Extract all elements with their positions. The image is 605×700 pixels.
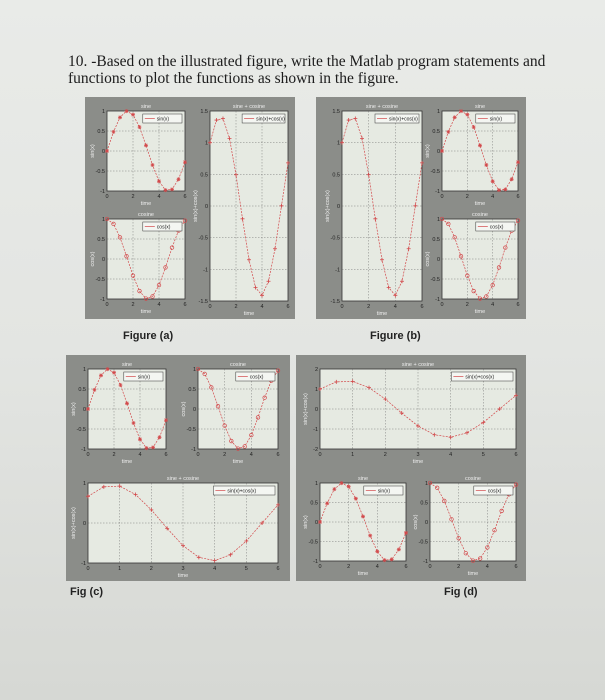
y-tick-label: 0 [82, 521, 86, 527]
x-tick-label: 0 [86, 452, 90, 458]
data-point [354, 497, 358, 501]
y-tick-label: 0 [436, 257, 440, 263]
legend-label: sin(x)+cos(x) [389, 116, 418, 123]
x-axis-label: time [412, 459, 424, 465]
subplot-title: sine [474, 104, 486, 110]
x-tick-label: 6 [516, 194, 520, 200]
x-tick-label: 4 [491, 194, 495, 200]
data-point [404, 531, 408, 535]
subplot-title: cosine [465, 476, 481, 482]
x-tick-label: 6 [164, 452, 168, 458]
x-tick-label: 5 [244, 566, 248, 572]
data-point [183, 160, 187, 164]
data-point [453, 115, 457, 119]
y-tick-label: 1 [436, 109, 440, 115]
data-point [145, 446, 149, 450]
x-tick-label: 4 [138, 452, 142, 458]
x-tick-label: 5 [481, 452, 485, 458]
y-tick-label: 1 [101, 217, 105, 223]
y-tick-label: 0 [314, 407, 318, 413]
figure-b [316, 97, 526, 319]
data-point [138, 437, 142, 441]
y-tick-label: 1 [204, 140, 208, 147]
data-point [157, 179, 161, 183]
x-tick-label: 4 [449, 452, 453, 458]
x-axis-label: time [232, 459, 244, 465]
subplot-cosine [425, 212, 520, 315]
y-tick-label: 0.5 [97, 129, 105, 135]
data-point [177, 177, 181, 181]
subplot-title: sine + cosine [232, 104, 266, 110]
y-tick-label: -1.5 [198, 299, 208, 305]
x-tick-label: 6 [420, 304, 424, 310]
subplot-sum [71, 476, 280, 579]
y-tick-label: -0.5 [186, 427, 196, 433]
subplot-sum [303, 362, 518, 465]
legend-label: sin(x) [489, 116, 503, 123]
legend-label: cos(x) [489, 224, 504, 231]
x-axis-label: time [376, 311, 388, 317]
legend-label: sin(x) [137, 374, 151, 381]
data-point [375, 550, 379, 554]
data-point [368, 534, 372, 538]
figure-d [296, 355, 526, 581]
y-tick-label: 0.5 [78, 387, 86, 393]
x-tick-label: 0 [318, 452, 322, 458]
x-tick-label: 4 [157, 194, 161, 200]
y-axis-label: cos(x) [90, 251, 96, 267]
x-tick-label: 4 [249, 452, 253, 458]
subplot-sine [425, 104, 520, 207]
x-axis-label: time [140, 201, 152, 207]
y-tick-label: 0 [204, 204, 208, 210]
data-point [347, 485, 351, 489]
y-tick-label: -1.5 [330, 299, 340, 305]
figure-canvas [66, 355, 290, 581]
x-tick-label: 6 [514, 564, 518, 570]
y-tick-label: -0.5 [198, 235, 208, 242]
subplot-sine [71, 362, 168, 465]
data-point [151, 445, 155, 449]
data-point [86, 407, 90, 411]
y-tick-label: 1 [424, 481, 428, 487]
subplot-title: sine + cosine [401, 362, 435, 368]
x-tick-label: 6 [404, 564, 408, 570]
x-tick-label: 6 [286, 304, 290, 310]
y-tick-label: 0.5 [310, 500, 318, 507]
figure-c-caption: Fig (c) [70, 586, 103, 598]
y-axis-label: sin(x) [71, 402, 77, 416]
y-tick-label: 1 [82, 367, 86, 373]
data-point [472, 125, 476, 129]
y-tick-label: 0 [82, 407, 86, 413]
y-tick-label: 0.5 [97, 237, 105, 243]
x-tick-label: 2 [347, 564, 351, 570]
data-point [132, 421, 136, 425]
y-tick-label: -0.5 [95, 169, 105, 175]
data-point [151, 163, 155, 167]
y-tick-label: 0.5 [420, 500, 428, 507]
y-tick-label: 1 [436, 217, 440, 223]
x-tick-label: 6 [183, 302, 187, 308]
y-tick-label: 0 [101, 257, 105, 263]
figure-canvas [296, 355, 526, 581]
x-tick-label: 0 [318, 564, 322, 570]
legend-label: sin(x)+cos(x) [227, 488, 257, 495]
x-tick-label: 2 [367, 304, 371, 310]
subplot-title: cosine [472, 212, 488, 218]
y-axis-label: sin(x) [425, 144, 431, 158]
y-axis-label: sin(x) [303, 515, 309, 529]
x-tick-label: 6 [514, 452, 518, 458]
x-tick-label: 0 [105, 302, 109, 308]
y-tick-label: 1 [314, 481, 318, 487]
subplot-title: cosine [138, 212, 154, 218]
legend-label: cos(x) [487, 488, 502, 495]
data-point [465, 113, 469, 117]
y-tick-label: 1 [82, 481, 86, 487]
subplot-sine [90, 104, 187, 207]
subplot-title: cosine [230, 362, 246, 368]
x-tick-label: 2 [383, 452, 387, 458]
subplot-sum [193, 104, 290, 317]
x-axis-label: time [121, 459, 133, 465]
x-tick-label: 2 [457, 564, 461, 570]
data-point [361, 514, 365, 518]
y-tick-label: -1 [335, 267, 340, 274]
figure-canvas [316, 97, 526, 319]
subplot-cosine [413, 476, 518, 577]
subplot-cosine [90, 212, 187, 315]
y-tick-label: 1 [101, 109, 105, 115]
x-tick-label: 2 [131, 302, 135, 308]
subplot-title: sine [357, 476, 369, 482]
figure-a-caption: Figure (a) [123, 330, 174, 342]
data-point [397, 548, 401, 552]
y-tick-label: -0.5 [308, 539, 318, 546]
x-axis-label: time [467, 571, 479, 577]
question-text: 10. -Based on the illustrated figure, write the Matlab program statements and functions to plot the functions as shown in the figure. [68, 53, 546, 87]
data-point [93, 388, 97, 392]
x-tick-label: 0 [440, 194, 444, 200]
data-point [131, 113, 135, 117]
legend-label: sin(x) [156, 116, 170, 123]
x-tick-label: 6 [276, 452, 280, 458]
y-tick-label: 1.5 [200, 109, 208, 115]
x-tick-label: 0 [105, 194, 109, 200]
y-axis-label: cos(x) [413, 514, 419, 530]
data-point [503, 187, 507, 191]
figure-b-caption: Figure (b) [370, 330, 421, 342]
x-axis-label: time [474, 201, 486, 207]
y-tick-label: 0 [424, 520, 428, 526]
figure-c [66, 355, 290, 581]
data-point [105, 149, 109, 153]
y-axis-label: sin(x)+cos(x) [303, 393, 309, 425]
y-tick-label: -1 [313, 427, 318, 433]
data-point [446, 130, 450, 134]
y-tick-label: 0 [314, 520, 318, 526]
y-axis-label: sin(x)+cos(x) [325, 190, 331, 222]
y-tick-label: -0.5 [430, 277, 440, 283]
x-axis-label: time [140, 309, 152, 315]
y-tick-label: -1 [81, 447, 86, 453]
data-point [325, 501, 329, 505]
x-tick-label: 4 [260, 304, 264, 310]
x-tick-label: 1 [118, 566, 122, 572]
x-tick-label: 0 [440, 302, 444, 308]
y-tick-label: -2 [313, 447, 318, 453]
x-axis-label: time [243, 311, 255, 317]
legend-label: sin(x) [377, 488, 391, 495]
x-tick-label: 6 [276, 566, 280, 572]
y-tick-label: -1 [81, 561, 86, 567]
y-tick-label: 0.5 [432, 237, 440, 243]
x-tick-label: 4 [393, 304, 397, 310]
data-point [125, 401, 129, 405]
y-tick-label: -0.5 [418, 539, 428, 546]
y-tick-label: 0.5 [332, 172, 340, 179]
figure-canvas [85, 97, 295, 319]
legend-label: cos(x) [156, 224, 171, 231]
subplot-title: sine [121, 362, 133, 368]
data-point [99, 373, 103, 377]
data-point [459, 109, 463, 113]
data-point [497, 188, 501, 192]
x-tick-label: 2 [234, 304, 238, 310]
data-point [484, 163, 488, 167]
data-point [516, 160, 520, 164]
y-tick-label: -0.5 [330, 235, 340, 242]
y-tick-label: -0.5 [76, 427, 86, 433]
subplot-sum [325, 104, 424, 317]
data-point [340, 481, 344, 485]
y-axis-label: sin(x)+cos(x) [193, 190, 199, 222]
data-point [112, 371, 116, 375]
subplot-title: sine + cosine [166, 476, 200, 482]
subplot-sine [303, 476, 408, 577]
x-tick-label: 1 [351, 452, 355, 458]
data-point [106, 367, 110, 371]
x-tick-label: 0 [196, 452, 200, 458]
data-point [170, 187, 174, 191]
y-axis-label: cos(x) [425, 251, 431, 267]
y-tick-label: -1 [100, 297, 105, 303]
x-tick-label: 6 [516, 302, 520, 308]
data-point [144, 143, 148, 147]
x-axis-label: time [357, 571, 369, 577]
y-tick-label: 0 [436, 149, 440, 155]
x-tick-label: 0 [86, 566, 90, 572]
data-point [125, 109, 129, 113]
x-tick-label: 3 [181, 566, 185, 572]
y-tick-label: -0.5 [430, 169, 440, 175]
y-tick-label: -1 [203, 267, 208, 274]
y-tick-label: -1 [100, 189, 105, 195]
data-point [138, 125, 142, 129]
y-tick-label: 0.5 [432, 129, 440, 135]
y-tick-label: 0.5 [200, 172, 208, 179]
data-point [440, 149, 444, 153]
y-tick-label: -1 [423, 559, 428, 565]
data-point [118, 115, 122, 119]
x-tick-label: 0 [208, 304, 212, 310]
y-axis-label: sin(x) [90, 144, 96, 158]
x-tick-label: 6 [183, 194, 187, 200]
subplot-title: sine [140, 104, 152, 110]
x-tick-label: 0 [340, 304, 344, 310]
y-tick-label: -1 [435, 297, 440, 303]
x-tick-label: 2 [223, 452, 227, 458]
figure-a [85, 97, 295, 319]
y-tick-label: -1 [313, 559, 318, 565]
y-tick-label: 1 [336, 140, 340, 147]
legend-label: cos(x) [249, 374, 264, 381]
subplot-cosine [181, 362, 280, 465]
y-tick-label: 0.5 [188, 387, 196, 393]
data-point [164, 418, 168, 422]
x-tick-label: 4 [157, 302, 161, 308]
data-point [478, 143, 482, 147]
x-tick-label: 2 [465, 194, 469, 200]
data-point [332, 487, 336, 491]
x-tick-label: 4 [213, 566, 217, 572]
data-point [510, 177, 514, 181]
y-tick-label: 0 [336, 204, 340, 210]
x-tick-label: 2 [465, 302, 469, 308]
x-tick-label: 0 [428, 564, 432, 570]
data-point [164, 188, 168, 192]
data-point [318, 520, 322, 524]
data-point [383, 558, 387, 562]
data-point [491, 179, 495, 183]
y-tick-label: -1 [435, 189, 440, 195]
y-tick-label: 1 [192, 367, 196, 373]
data-point [119, 383, 123, 387]
y-tick-label: 0 [101, 149, 105, 155]
x-axis-label: time [474, 309, 486, 315]
data-point [390, 557, 394, 561]
x-tick-label: 4 [375, 564, 379, 570]
x-tick-label: 2 [112, 452, 116, 458]
x-tick-label: 2 [149, 566, 153, 572]
y-tick-label: -1 [191, 447, 196, 453]
y-tick-label: 0 [192, 407, 196, 413]
legend-label: sin(x)+cos(x) [465, 374, 495, 381]
x-tick-label: 4 [491, 302, 495, 308]
y-axis-label: sin(x)+cos(x) [71, 507, 77, 539]
legend-label: sin(x)+cos(x) [256, 116, 285, 123]
y-axis-label: cos(x) [181, 401, 187, 417]
x-tick-label: 2 [131, 194, 135, 200]
x-axis-label: time [177, 573, 189, 579]
x-tick-label: 3 [416, 452, 420, 458]
figure-d-caption: Fig (d) [444, 586, 478, 598]
y-tick-label: 2 [314, 367, 318, 373]
data-point [158, 435, 162, 439]
y-tick-label: 1 [314, 387, 318, 393]
data-point [112, 130, 116, 134]
y-tick-label: 1.5 [332, 109, 340, 115]
x-tick-label: 4 [485, 564, 489, 570]
y-tick-label: -0.5 [95, 277, 105, 283]
subplot-title: sine + cosine [365, 104, 399, 110]
